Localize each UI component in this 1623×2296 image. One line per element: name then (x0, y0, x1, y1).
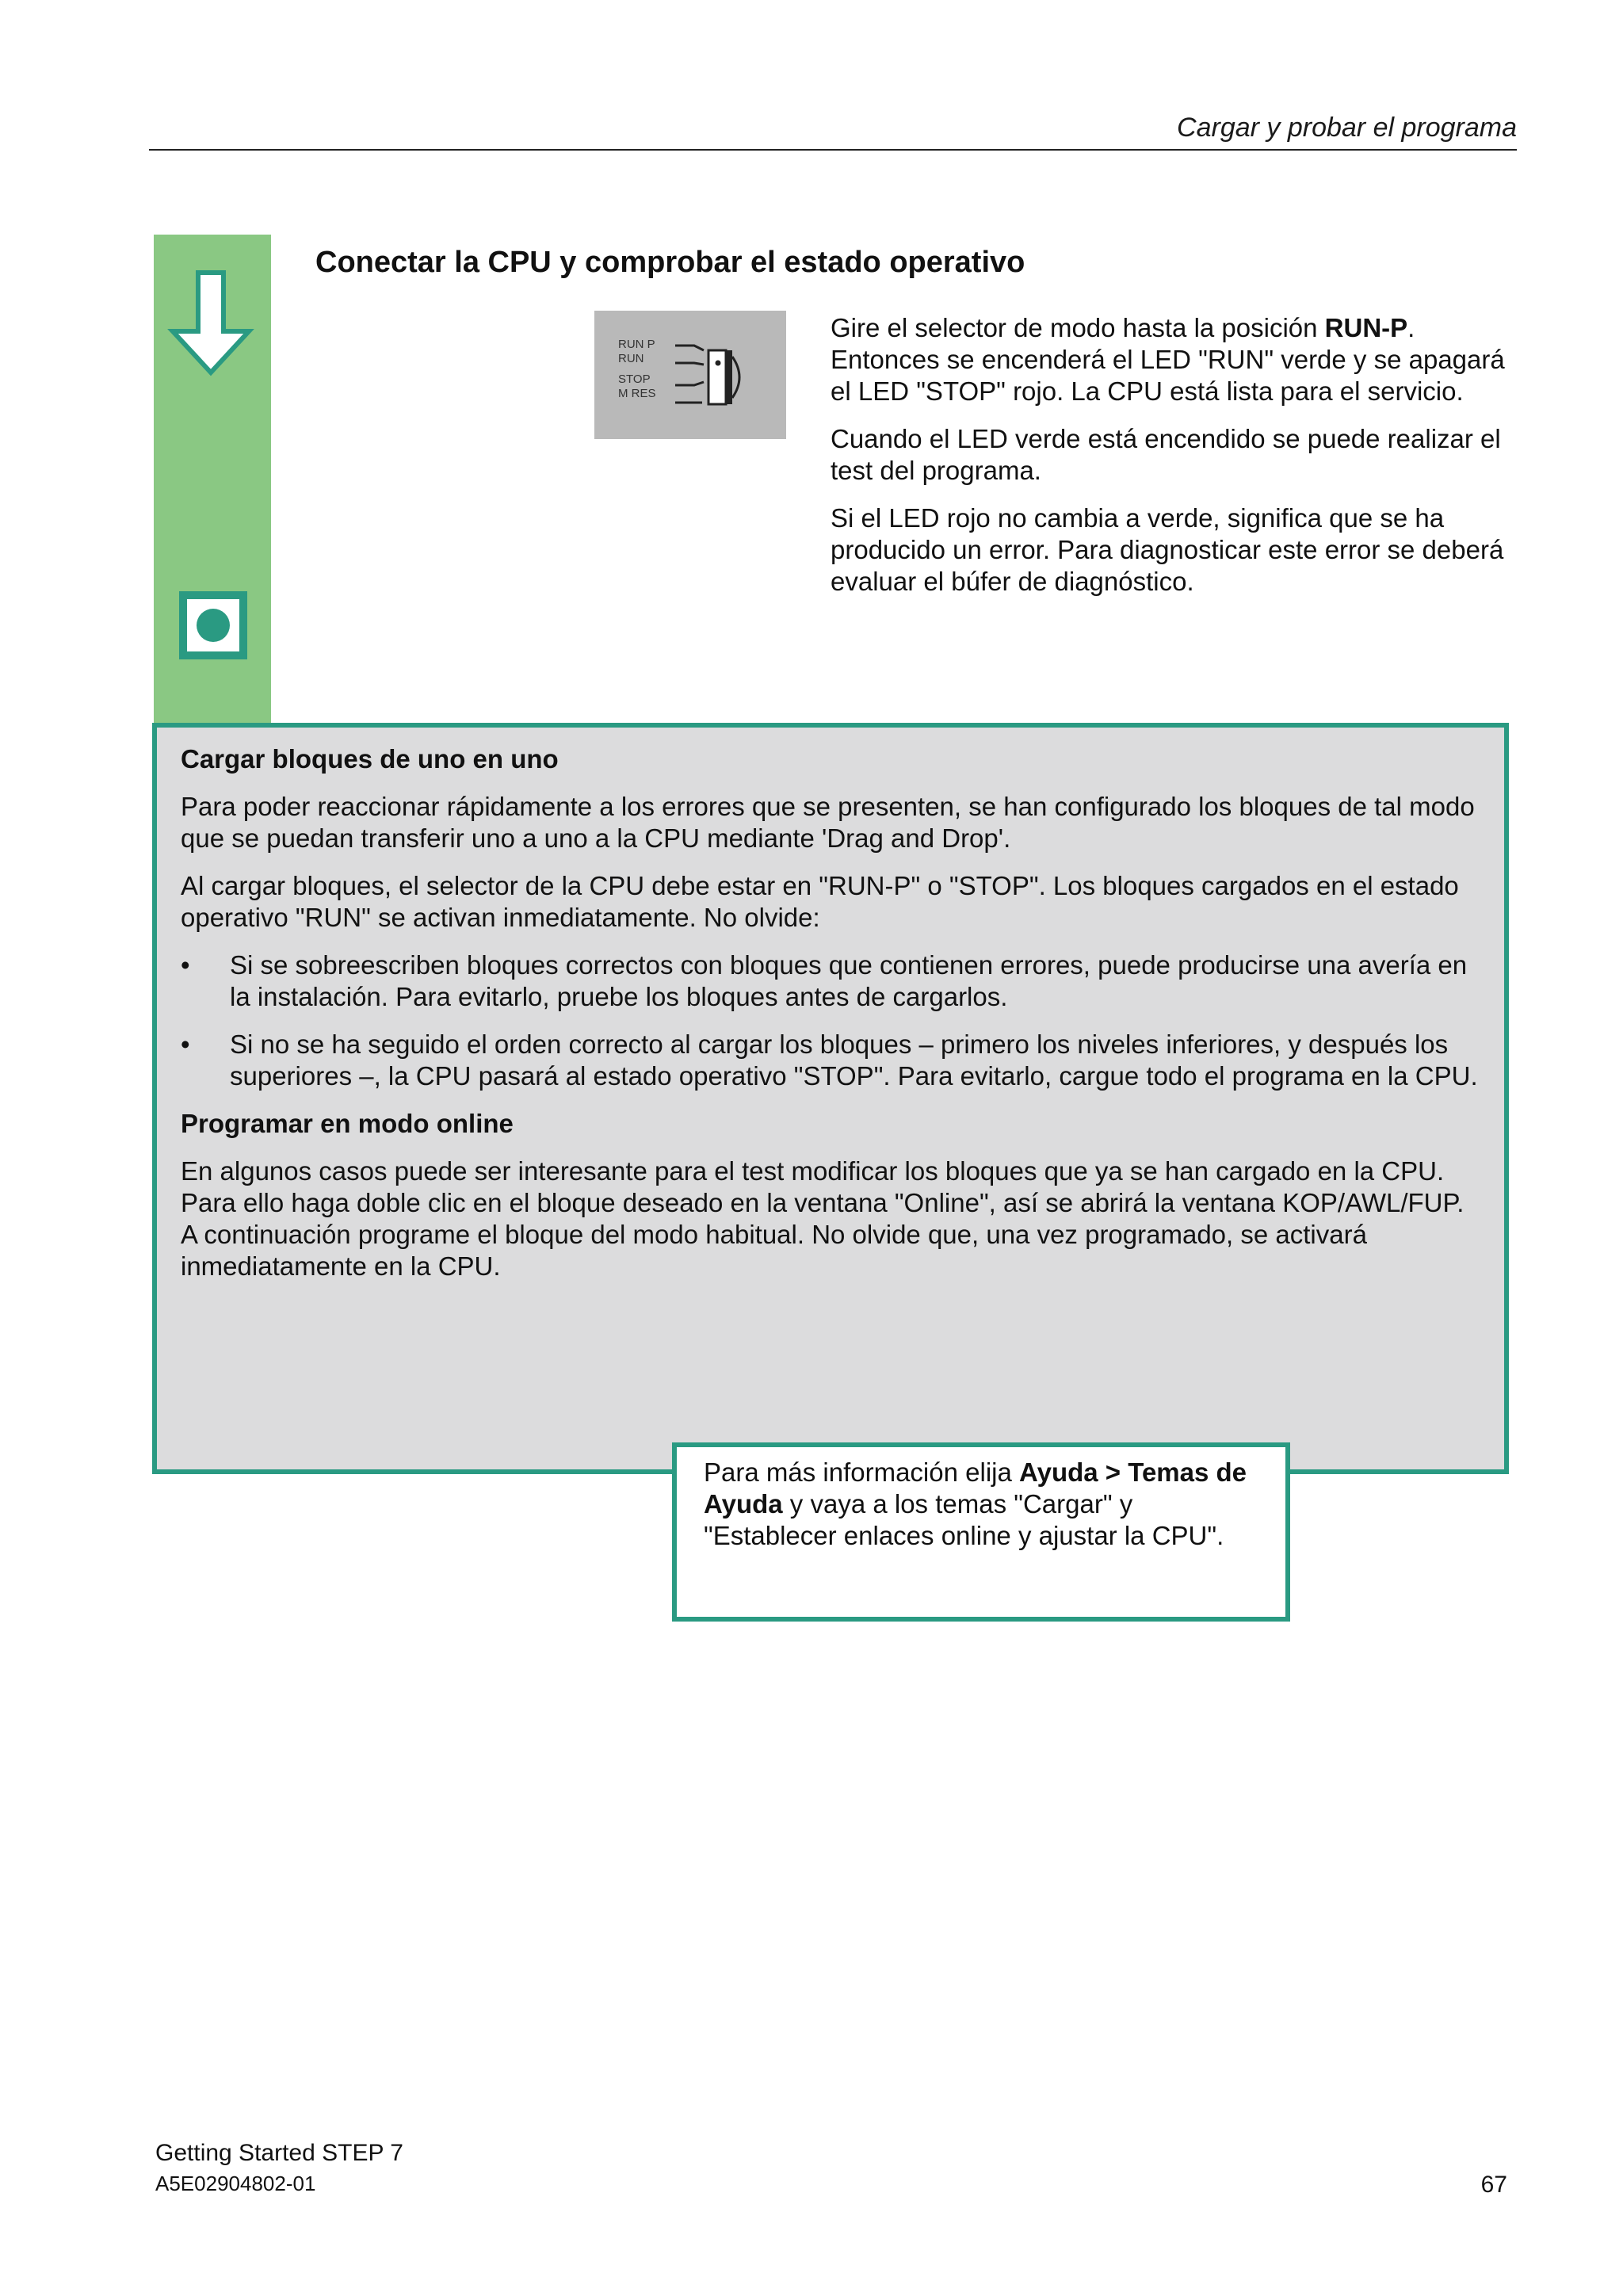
info-paragraph: Al cargar bloques, el selector de la CPU debe estar en "RUN-P" o "STOP". Los bloques cargados en el estado operativo "RUN" se activan inmediatamente. No olvide: (181, 871, 1459, 932)
switch-label: RUN P (618, 338, 655, 351)
list-item: • Si se sobreescriben bloques correctos con bloques que contienen errores, puede producirse una avería en la instalación. Para evitarlo, pruebe los bloques antes de cargarlos. (181, 950, 1468, 1011)
bullet-icon: • (181, 950, 190, 980)
info-paragraph: Para poder reaccionar rápidamente a los errores que se presenten, se han configurado los bloques de tal modo que se puedan transferir uno a uno a la CPU mediante 'Drag and Drop'. (181, 792, 1475, 853)
key-switch-icon (670, 339, 766, 415)
info-bullet-list (181, 949, 1480, 1092)
section-body (831, 312, 1512, 613)
led-green-paragraph: Cuando el LED verde está encendido se puede realizar el test del programa. (831, 424, 1501, 485)
stop-square-icon (179, 591, 247, 659)
help-menu-path: Ayuda > Temas de Ayuda (704, 1457, 1247, 1519)
info-box (152, 723, 1509, 1474)
bullet-icon: • (181, 1030, 190, 1059)
switch-label: M RES (618, 387, 656, 400)
help-note-box: Para más información elija Ayuda > Temas de Ayuda y vaya a los temas "Cargar" y "Establecer enlaces online y ajustar la CPU". (672, 1442, 1290, 1622)
list-item: • Si no se ha seguido el orden correcto al cargar los bloques – primero los niveles inferiores, y después los superiores –, la CPU pasará al estado operativo "STOP". Para evitarlo, cargue todo el programa en la CPU. (181, 1030, 1478, 1091)
info-heading-online: Programar en modo online (181, 1109, 514, 1138)
mode-selector-figure (594, 311, 786, 439)
footer-title: Getting Started STEP 7 (155, 2140, 403, 2166)
section-title: Conectar la CPU y comprobar el estado operativo (315, 246, 1025, 279)
info-paragraph: En algunos casos puede ser interesante para el test modificar los bloques que ya se han cargado en la CPU. Para ello haga doble clic en el bloque deseado en la ventana "Online", así se abrirá la ventana KOP/AWL/FUP. A continuación programe el bloque del modo habitual. No olvide que, una vez programado, se activará inmediatamente en la CPU. (181, 1156, 1465, 1281)
info-heading-load-blocks: Cargar bloques de uno en uno (181, 744, 559, 774)
page-header-title: Cargar y probar el programa (1177, 113, 1517, 143)
led-red-paragraph: Si el LED rojo no cambia a verde, significa que se ha producido un error. Para diagnosticar este error se deberá evaluar el búfer de diagnóstico. (831, 503, 1504, 596)
header-rule (149, 149, 1517, 151)
switch-label: RUN (618, 352, 644, 365)
down-arrow-icon (166, 269, 255, 377)
instruction-paragraph: Gire el selector de modo hasta la posición RUN-P. Entonces se encenderá el LED "RUN" verde y se apagará el LED "STOP" rojo. La CPU está lista para el servicio. (831, 313, 1505, 406)
footer-document-code: A5E02904802-01 (155, 2172, 316, 2195)
mode-selector-labels (618, 338, 656, 401)
switch-label: STOP (618, 372, 651, 386)
page-number: 67 (1480, 2172, 1507, 2198)
